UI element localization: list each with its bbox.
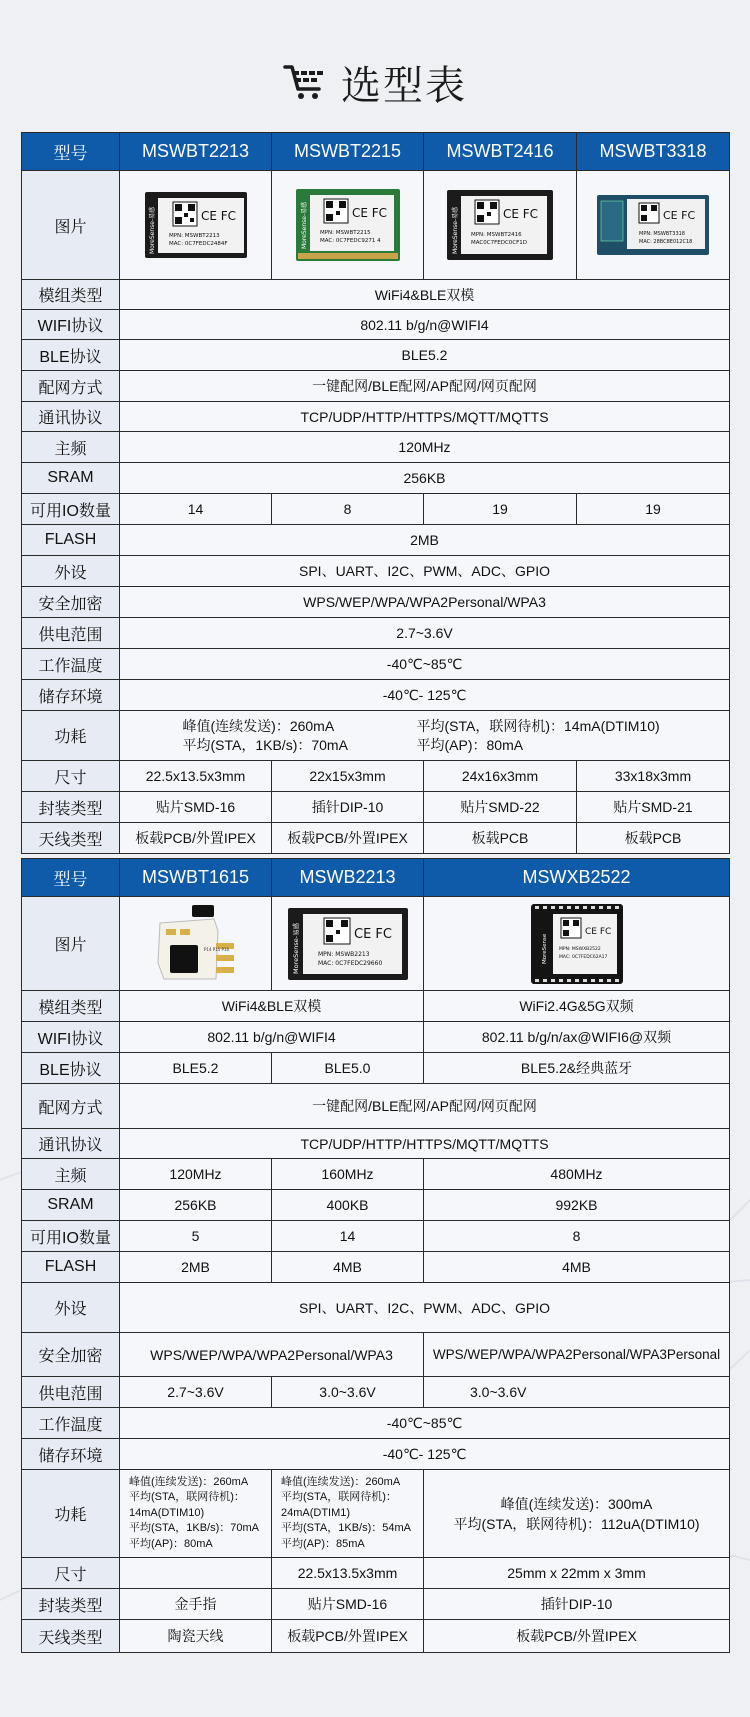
table-row [22,371,730,402]
table-row [22,1159,730,1190]
power-line: 平均(STA，联网待机)： [129,1491,245,1504]
table-cell: 贴片SMD-22 [424,792,577,823]
table-cell: 802.11 b/g/n/ax@WIFI6@双频 [424,1022,730,1053]
table-row [22,463,730,494]
module-image [296,189,400,261]
module-image [597,195,709,255]
row-label: 储存环境 [22,680,120,711]
table-cell: 160MHz [272,1159,424,1190]
table-cell: 板载PCB/外置IPEX [424,1620,730,1653]
page-title: 选型表 [341,62,467,109]
table-row [22,1333,730,1377]
table-cell: BLE5.2 [120,1053,272,1084]
table-cell: 120MHz [120,1159,272,1190]
table-row [22,402,730,432]
row-label: 安全加密 [22,1333,120,1377]
chip-mpn: MPN: MSWXB2522 [558,946,601,952]
table-cell: 22.5x13.5x3mm [120,761,272,792]
table-cell: 3.0~3.6V [424,1377,730,1408]
table-cell [120,1558,272,1589]
row-label: 模组类型 [22,280,120,310]
cert-mark: CE FC [584,926,611,937]
table-cell: WiFi4&BLE双模 [120,280,730,310]
cert-mark: CE FC [353,926,392,942]
table-cell: BLE5.2 [120,340,730,371]
chip-mpn: MPN: MSWB2213 [317,950,370,958]
row-label: 模组类型 [22,991,120,1022]
spec-table-1 [21,132,730,854]
table-row [22,432,730,463]
power-line [122,736,727,755]
header-cell: MSWBT1615 [120,859,272,897]
row-label: 供电范围 [22,1377,120,1408]
header-cell: 型号 [22,133,120,171]
spec-table-2 [21,858,730,1653]
chip-brand: MoreSense-易感 [148,206,156,254]
table-row [22,1558,730,1589]
header-cell: MSWBT2215 [272,133,424,171]
table-row [22,1408,730,1439]
table-cell: -40℃~85℃ [120,1408,730,1439]
table-cell: 24x16x3mm [424,761,577,792]
table-row [22,1129,730,1159]
table-row [22,1377,730,1408]
power-line: 峰值(连续发送)：260mA [281,1475,401,1488]
table-cell: 22x15x3mm [272,761,424,792]
chip-brand: MoreSense [541,933,548,964]
table-row [22,859,730,897]
power-cell [120,711,730,761]
table-row [22,1221,730,1252]
table-row [22,556,730,587]
table-cell: BLE5.2&经典蓝牙 [424,1053,730,1084]
power-line: 平均(STA，1KB/s)：54mA [281,1522,411,1535]
table-row [22,1470,730,1558]
table-cell: 19 [424,494,577,525]
row-label: 功耗 [22,711,120,761]
power-peak: 峰值(连续发送)：260mA [182,717,335,734]
table-cell: 插针DIP-10 [424,1589,730,1620]
table-cell: 256KB [120,1190,272,1221]
product-image-cell [272,171,424,280]
power-line: 平均(STA，1KB/s)：70mA [129,1522,259,1535]
table-cell: 480MHz [424,1159,730,1190]
cert-mark: CE FC [200,209,236,223]
chip-mpn: MPN: MSWBT3318 [639,231,685,237]
table-cell: 4MB [272,1252,424,1283]
table-row [22,280,730,310]
product-image-cell [120,897,272,991]
table-cell: 802.11 b/g/n@WIFI4 [120,310,730,340]
product-image-cell [424,897,730,991]
row-label: 功耗 [22,1470,120,1558]
table-cell: BLE5.0 [272,1053,424,1084]
row-label: BLE协议 [22,340,120,371]
row-label: 封装类型 [22,1589,120,1620]
power-avg-sta: 平均(STA，1KB/s)：70mA [182,736,348,753]
table-row [22,171,730,280]
table-cell: 120MHz [120,432,730,463]
table-cell: 2MB [120,525,730,556]
chip-mac: MAC: 0C7FEDC62A17 [558,954,607,960]
row-label: 图片 [22,897,120,991]
power-line: 峰值(连续发送)：300mA [500,1495,653,1512]
product-image-cell [577,171,730,280]
cert-mark: CE FC [663,209,696,222]
table-cell: 板载PCB [424,823,577,854]
row-label: 储存环境 [22,1439,120,1470]
table-row [22,792,730,823]
table-row [22,823,730,854]
table-cell: -40℃- 125℃ [120,1439,730,1470]
table-row [22,649,730,680]
chip-mac: MAC: 0C7FEDC9271 4 [319,238,381,244]
power-avg-ap: 平均(AP)：80mA [416,736,524,753]
row-label: BLE协议 [22,1053,120,1084]
row-label: 外设 [22,556,120,587]
row-label: 通讯协议 [22,402,120,432]
table-cell: WiFi2.4G&5G双频 [424,991,730,1022]
table-cell: 金手指 [120,1589,272,1620]
table-row [22,618,730,649]
table-row [22,1620,730,1653]
table-cell: 992KB [424,1190,730,1221]
table-cell: SPI、UART、I2C、PWM、ADC、GPIO [120,556,730,587]
table-cell: 陶瓷天线 [120,1620,272,1653]
product-image-cell [424,171,577,280]
chip-pins: P14 P15 P16 [203,946,229,952]
row-label: 可用IO数量 [22,494,120,525]
table-cell: 板载PCB/外置IPEX [272,1620,424,1653]
row-label: SRAM [22,463,120,494]
power-line: 峰值(连续发送)：260mA [129,1475,249,1488]
table-cell: WPS/WEP/WPA/WPA2Personal/WPA3 [120,1333,424,1377]
header-cell: MSWXB2522 [424,859,730,897]
table-cell: 8 [272,494,424,525]
header-cell: MSWB2213 [272,859,424,897]
table-cell: 贴片SMD-16 [272,1589,424,1620]
power-line: 平均(STA，联网待机)：112uA(DTIM10) [453,1515,700,1532]
table-row [22,133,730,171]
module-image [447,190,553,260]
row-label: 天线类型 [22,823,120,854]
table-cell: 33x18x3mm [577,761,730,792]
chip-brand: MoreSense-易感 [291,922,300,974]
table-cell: 14 [272,1221,424,1252]
table-cell: WiFi4&BLE双模 [120,991,424,1022]
row-label: 可用IO数量 [22,1221,120,1252]
table-row [22,494,730,525]
table-cell: WPS/WEP/WPA/WPA2Personal/WPA3Personal [424,1333,730,1377]
module-image [154,903,238,985]
table-cell: 贴片SMD-21 [577,792,730,823]
table-cell: -40℃- 125℃ [120,680,730,711]
chip-brand: MoreSense-易感 [452,206,459,254]
module-image [531,904,623,984]
table-row [22,1190,730,1221]
chip-mac: MAC: 28BC8E012C18 [639,239,693,245]
table-row [22,1283,730,1333]
product-image-cell [272,897,424,991]
chip-mac: MAC: 0C7FEDC29660 [317,959,382,967]
table-row [22,525,730,556]
table-cell: 板载PCB/外置IPEX [272,823,424,854]
table-cell: 5 [120,1221,272,1252]
row-label: 配网方式 [22,371,120,402]
chip-mac: MAC0C7FEDC0CF1D [471,240,528,246]
table-cell: 3.0~3.6V [272,1377,424,1408]
chip-brand: MoreSense-易感 [300,201,308,249]
table-cell: TCP/UDP/HTTP/HTTPS/MQTT/MQTTS [120,402,730,432]
cert-mark: CE FC [503,207,539,221]
chip-mpn: MPN: MSWBT2215 [319,230,371,236]
row-label: 天线类型 [22,1620,120,1653]
table-cell: 2.7~3.6V [120,1377,272,1408]
power-cell [424,1470,730,1558]
table-row [22,991,730,1022]
power-line: 平均(AP)：80mA [129,1537,213,1550]
power-cell [272,1470,424,1558]
header-cell: 型号 [22,859,120,897]
table-cell: 400KB [272,1190,424,1221]
table-cell: 22.5x13.5x3mm [272,1558,424,1589]
table-row [22,761,730,792]
table-cell: TCP/UDP/HTTP/HTTPS/MQTT/MQTTS [120,1129,730,1159]
table-row [22,897,730,991]
module-image [288,908,408,980]
table-cell: 4MB [424,1252,730,1283]
row-label: FLASH [22,1252,120,1283]
row-label: 安全加密 [22,587,120,618]
header-cell: MSWBT3318 [577,133,730,171]
row-label: 工作温度 [22,1408,120,1439]
table-cell: 19 [577,494,730,525]
table-row [22,1053,730,1084]
table-row [22,310,730,340]
row-label: 封装类型 [22,792,120,823]
power-standby: 平均(STA，联网待机)：14mA(DTIM10) [416,717,660,734]
power-line [122,717,727,736]
table-cell: 板载PCB [577,823,730,854]
row-label: 通讯协议 [22,1129,120,1159]
table-row [22,1084,730,1129]
row-label: FLASH [22,525,120,556]
row-label: WIFI协议 [22,1022,120,1053]
table-cell: 25mm x 22mm x 3mm [424,1558,730,1589]
table-cell: 一键配网/BLE配网/AP配网/网页配网 [120,371,730,402]
row-label: 尺寸 [22,761,120,792]
row-label: 图片 [22,171,120,280]
row-label: 外设 [22,1283,120,1333]
power-line: 24mA(DTIM1) [281,1506,351,1519]
table-row [22,711,730,761]
table-row [22,587,730,618]
table-row [22,340,730,371]
row-label: 主频 [22,1159,120,1190]
page-header [0,52,750,112]
row-label: 配网方式 [22,1084,120,1129]
table-cell: 插针DIP-10 [272,792,424,823]
cert-mark: CE FC [351,206,387,220]
table-cell: 板载PCB/外置IPEX [120,823,272,854]
table-cell: 256KB [120,463,730,494]
power-cell [120,1470,272,1558]
product-image-cell [120,171,272,280]
table-cell: WPS/WEP/WPA/WPA2Personal/WPA3 [120,587,730,618]
row-label: 供电范围 [22,618,120,649]
shopping-cart-icon [283,63,327,101]
table-row [22,680,730,711]
row-label: SRAM [22,1190,120,1221]
table-row [22,1252,730,1283]
power-line: 平均(STA，联网待机)： [281,1491,397,1504]
table-cell: 8 [424,1221,730,1252]
chip-mpn: MPN: MSWBT2213 [168,233,220,239]
row-label: 工作温度 [22,649,120,680]
table-row [22,1022,730,1053]
power-line: 平均(AP)：85mA [281,1537,365,1550]
power-line: 14mA(DTIM10) [129,1506,205,1519]
table-row [22,1439,730,1470]
table-cell: 2.7~3.6V [120,618,730,649]
table-cell: -40℃~85℃ [120,649,730,680]
chip-mpn: MPN: MSWBT2416 [471,232,522,238]
row-label: 主频 [22,432,120,463]
table-row [22,1589,730,1620]
table-cell: 2MB [120,1252,272,1283]
table-cell: 一键配网/BLE配网/AP配网/网页配网 [120,1084,730,1129]
table-cell: SPI、UART、I2C、PWM、ADC、GPIO [120,1283,730,1333]
header-cell: MSWBT2416 [424,133,577,171]
table-cell: 贴片SMD-16 [120,792,272,823]
module-image [145,192,247,258]
header-cell: MSWBT2213 [120,133,272,171]
row-label: 尺寸 [22,1558,120,1589]
row-label: WIFI协议 [22,310,120,340]
chip-mac: MAC: 0C7FEDC2484F [168,241,228,247]
table-cell: 802.11 b/g/n@WIFI4 [120,1022,424,1053]
table-cell: 14 [120,494,272,525]
